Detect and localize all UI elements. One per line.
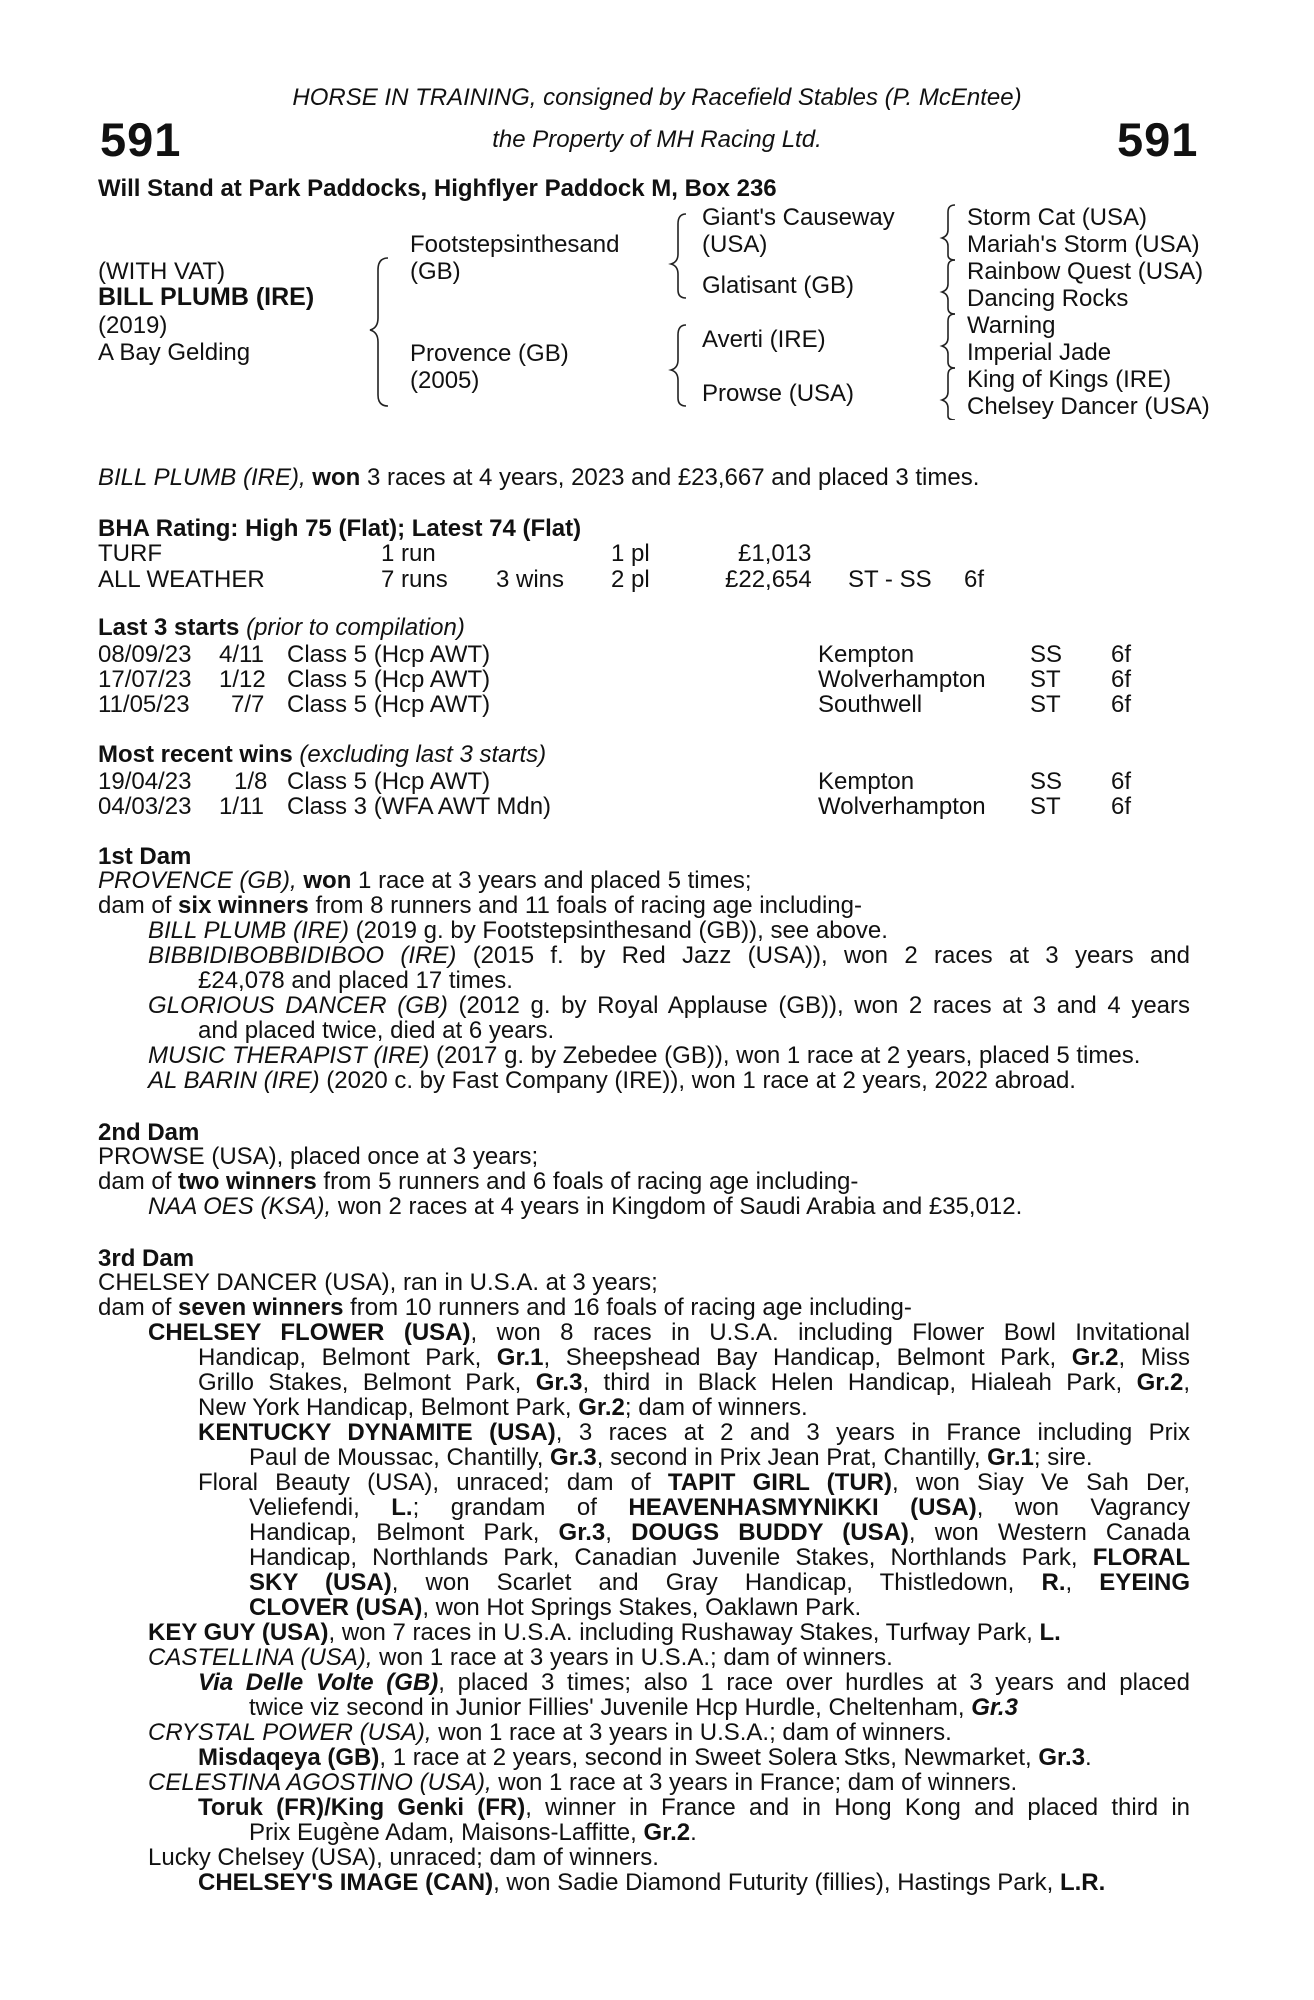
sire-sire-country: (USA) [702,231,768,258]
second-dam-line: PROWSE (USA), placed once at 3 years; [98,1143,539,1170]
text: won 1 race at 3 years in France; dam of winners. [498,1769,1018,1796]
progeny-detail-continued [249,1520,1190,1545]
start-race: Class 5 (Hcp AWT) [287,641,491,668]
progeny-name: TAPIT GIRL (TUR) [667,1469,892,1496]
text: , won Scarlet and Gray Handicap, Thistledown, [391,1569,1015,1596]
grade: Gr.3 [1038,1744,1086,1771]
first-dam-heading: 1st Dam [98,843,192,870]
produce-prefix: dam of [98,1168,172,1195]
consignor-line: HORSE IN TRAINING, consigned by Racefield Stables (P. McEntee) [292,84,1022,111]
progeny-name: SKY (USA) [249,1569,392,1596]
dam-year: (2005) [410,367,480,394]
produce-detail: from 8 runners and 11 foals of racing age including- [315,892,862,919]
progeny-entry [148,993,1190,1018]
text: won 1 race at 3 years in U.S.A.; dam of winners. [379,1644,893,1671]
progeny-detail: (2017 g. by Zebedee (GB)), won 1 race at 2 years, placed 5 times. [436,1042,1141,1069]
win-position: 1/8 [234,768,268,795]
grade: Gr.1 [496,1344,544,1371]
win-date: 19/04/23 [98,768,192,795]
stand-location: Will Stand at Park Paddocks, Highflyer Paddock M, Box 236 [98,175,777,202]
progeny-name: HEAVENHASMYNIKKI (USA) [628,1494,977,1521]
text: , [605,1519,612,1546]
grade: Gr.3 [535,1369,583,1396]
progeny-detail: won 2 races at 4 years in Kingdom of Saudi Arabia and £35,012. [337,1193,1023,1220]
sire-name: Footstepsinthesand [410,231,620,258]
progeny-name: GLORIOUS DANCER (GB) [148,992,448,1019]
progeny-detail-continued [249,1595,861,1620]
win-distance: 6f [1111,768,1132,795]
text: won 1 race at 3 years in U.S.A.; dam of winners. [438,1719,952,1746]
text: . [1085,1744,1092,1771]
last-starts-heading [98,615,465,640]
progeny-detail-continued [249,1820,697,1845]
grade: Gr.3 [558,1519,606,1546]
start-course: Wolverhampton [818,666,986,693]
summary-detail: 3 races at 4 years, 2023 and £23,667 and placed 3 times. [366,464,980,491]
win-race: Class 5 (Hcp AWT) [287,768,491,795]
second-dam-produce-line [98,1169,858,1194]
produce-prefix: dam of [98,1294,172,1321]
progeny-name: CHELSEY'S IMAGE (CAN) [198,1869,494,1896]
produce-detail: from 10 runners and 16 foals of racing age including- [350,1294,912,1321]
progeny-entry [148,943,1190,968]
start-going: ST [1030,666,1061,693]
great-granddam-3: Imperial Jade [967,339,1112,366]
text: . [690,1819,697,1846]
progeny-entry: Lucky Chelsey (USA), unraced; dam of winners. [148,1844,659,1871]
progeny-entry [198,1470,1190,1495]
progeny-entry [148,1194,1022,1219]
progeny-detail-continued [249,1495,1190,1520]
vat-note: (WITH VAT) [98,258,226,285]
progeny-detail-continued: £24,078 and placed 17 times. [198,967,513,994]
text: Handicap, Belmont Park, [249,1519,540,1546]
progeny-name: FLORAL [1092,1544,1190,1571]
text: Paul de Moussac, Chantilly, [249,1444,544,1471]
text: , won Siay Ve Sah Der, [892,1469,1191,1496]
produce-detail: from 5 runners and 6 foals of racing age including- [323,1168,859,1195]
dam-sire-name: Averti (IRE) [702,326,826,353]
text: , Miss [1118,1344,1191,1371]
win-going: SS [1030,768,1063,795]
summary-won: won [312,464,361,491]
progeny-detail-continued [198,1395,808,1420]
great-granddam-2: Dancing Rocks [967,285,1129,312]
start-position: 7/7 [231,691,265,718]
progeny-detail-continued: Grillo Stakes, Belmont Park, Gr.3, third in Black Helen Handicap, Hialeah Park, Gr.2, [198,1369,1191,1396]
text: twice viz second in Junior Fillies' Juvenile Hcp Hurdle, Cheltenham, [249,1694,965,1721]
prize-money: £1,013 [738,540,812,567]
start-course: Kempton [818,641,915,668]
start-date: 17/07/23 [98,666,192,693]
wins: 3 wins [496,566,565,593]
progeny-name: CLOVER (USA) [249,1594,423,1621]
text: ; sire. [1033,1444,1093,1471]
progeny-name: Via Delle Volte (GB) [198,1669,439,1696]
great-granddam-1: Mariah's Storm (USA) [967,231,1200,258]
grade: Gr.3 [550,1444,597,1471]
lot-number-right: 591 [1117,113,1199,166]
won-label: won [303,867,352,894]
progeny-name: Misdaqeya (GB) [198,1744,380,1771]
start-position: 4/11 [219,641,264,668]
grade: Gr.1 [987,1444,1034,1471]
progeny-entry [198,1795,1190,1820]
start-position: 1/12 [219,666,266,693]
progeny-detail: (2020 c. by Fast Company (IRE)), won 1 race at 2 years, 2022 abroad. [326,1067,1076,1094]
progeny-detail-continued [249,1695,1018,1720]
text: , placed 3 times; also 1 race over hurdles at 3 years and placed [438,1669,1190,1696]
last-starts-note: (prior to compilation) [246,614,465,641]
start-distance: 6f [1111,666,1132,693]
horse-name: BILL PLUMB (IRE) [98,283,315,311]
going: ST - SS [848,566,932,593]
grade: R. [1041,1569,1066,1596]
text: Grillo Stakes, Belmont Park, [198,1369,522,1396]
progeny-name: CASTELLINA (USA), [148,1644,373,1671]
last-starts-title: Last 3 starts [98,614,240,641]
horse-year: (2019) [98,312,168,339]
bha-rating: BHA Rating: High 75 (Flat); Latest 74 (Flat) [98,515,582,542]
progeny-name: DOUGS BUDDY (USA) [631,1519,909,1546]
progeny-entry [198,1420,1190,1445]
produce-prefix: dam of [98,892,172,919]
win-race: Class 3 (WFA AWT Mdn) [287,793,552,820]
win-course: Kempton [818,768,915,795]
dam-name: PROVENCE (GB), [98,867,297,894]
progeny-name: Toruk (FR)/King Genki (FR) [198,1794,526,1821]
recent-wins-note: (excluding last 3 starts) [299,741,547,768]
progeny-name: NAA OES (KSA), [148,1193,332,1220]
progeny-name: KENTUCKY DYNAMITE (USA) [198,1419,556,1446]
text: New York Handicap, Belmont Park, [198,1394,572,1421]
lot-number-left: 591 [100,113,182,166]
win-course: Wolverhampton [818,793,986,820]
progeny-entry [148,1770,1017,1795]
progeny-detail: (2019 g. by Footstepsinthesand (GB)), see above. [355,917,888,944]
progeny-detail: , won 8 races in U.S.A. including Flower Bowl Invitational [470,1319,1190,1346]
grade: Gr.2 [1071,1344,1119,1371]
dam-name: Provence (GB) [410,340,569,367]
text: Prix Eugène Adam, Maisons-Laffitte, [249,1819,637,1846]
third-dam-produce-line [98,1295,912,1320]
text: Floral Beauty (USA), unraced; dam of [198,1469,651,1496]
start-date: 11/05/23 [98,691,190,718]
win-going: ST [1030,793,1061,820]
progeny-name: KEY GUY (USA) [148,1619,329,1646]
distance: 6f [964,566,985,593]
progeny-entry [148,1645,893,1670]
sire-sire-name: Giant's Causeway [702,204,895,231]
progeny-detail-continued [249,1570,1190,1595]
third-dam-heading: 3rd Dam [98,1245,195,1272]
first-dam-line [98,868,752,893]
winners-count: seven winners [178,1294,344,1321]
progeny-name: EYEING [1099,1569,1190,1596]
surface: TURF [98,540,162,567]
text: , won Sadie Diamond Futurity (fillies), Hastings Park, [493,1869,1054,1896]
text: , Sheepshead Bay Handicap, Belmont Park, [543,1344,1057,1371]
runs: 1 run [381,540,436,567]
text: ; dam of winners. [624,1394,808,1421]
text: , second in Prix Jean Prat, Chantilly, [596,1444,981,1471]
start-race: Class 5 (Hcp AWT) [287,691,491,718]
progeny-name: CRYSTAL POWER (USA), [148,1719,432,1746]
progeny-name: MUSIC THERAPIST (IRE) [148,1042,430,1069]
property-line: the Property of MH Racing Ltd. [492,126,822,153]
progeny-entry [148,1320,1190,1345]
progeny-name: AL BARIN (IRE) [148,1067,320,1094]
third-dam-line: CHELSEY DANCER (USA), ran in U.S.A. at 3 years; [98,1269,658,1296]
win-position: 1/11 [219,793,264,820]
text: , won 7 races in U.S.A. including Rushaway Stakes, Turfway Park, [328,1619,1033,1646]
first-dam-produce-line [98,893,862,918]
text: , [1065,1569,1073,1596]
start-going: ST [1030,691,1061,718]
progeny-detail: , 3 races at 2 and 3 years in France including Prix [555,1419,1190,1446]
progeny-entry [148,1720,952,1745]
progeny-entry [148,918,888,943]
progeny-name: BILL PLUMB (IRE) [148,917,349,944]
text: Handicap, Belmont Park, [198,1344,482,1371]
grade: Gr.2 [643,1819,691,1846]
text: , won Vagrancy [976,1494,1190,1521]
progeny-detail-continued [198,1345,1190,1370]
second-dam-heading: 2nd Dam [98,1119,200,1146]
places: 2 pl [611,566,650,593]
start-going: SS [1030,641,1063,668]
race-summary [98,465,979,490]
progeny-entry [148,1043,1140,1068]
grade: L. [391,1494,413,1521]
great-grandsire-3: Warning [967,312,1056,339]
grade: Gr.3 [971,1694,1018,1721]
grade: Gr.2 [578,1394,625,1421]
grade: L. [1039,1619,1061,1646]
win-distance: 6f [1111,793,1132,820]
start-race: Class 5 (Hcp AWT) [287,666,491,693]
winners-count: six winners [178,892,309,919]
grade: Gr.2 [1136,1369,1184,1396]
great-granddam-4: Chelsey Dancer (USA) [967,393,1210,420]
progeny-detail: (2015 f. by Red Jazz (USA)), won 2 races at 3 years and [472,942,1190,969]
start-distance: 6f [1111,691,1132,718]
text: Veliefendi, [249,1494,360,1521]
summary-horse-name: BILL PLUMB (IRE), [98,464,306,491]
sire-dam-name: Glatisant (GB) [702,272,855,299]
recent-wins-heading [98,742,546,767]
progeny-entry [148,1620,1061,1645]
progeny-entry [198,1745,1092,1770]
win-date: 04/03/23 [98,793,192,820]
dam-record: 1 race at 3 years and placed 5 times; [358,867,752,894]
start-distance: 6f [1111,641,1132,668]
progeny-name: CELESTINA AGOSTINO (USA), [148,1769,492,1796]
great-grandsire-2: Rainbow Quest (USA) [967,258,1204,285]
progeny-entry [148,1068,1076,1093]
progeny-name: BIBBIDIBOBBIDIBOO (IRE) [148,942,457,969]
progeny-entry [198,1870,1105,1895]
progeny-entry [198,1670,1190,1695]
great-grandsire-1: Storm Cat (USA) [967,204,1148,231]
progeny-detail: (2012 g. by Royal Applause (GB)), won 2 races at 3 and 4 years [458,992,1191,1019]
text: , won Western Canada [908,1519,1190,1546]
sire-country: (GB) [410,258,461,285]
progeny-detail-continued: and placed twice, died at 6 years. [198,1017,555,1044]
dam-dam-name: Prowse (USA) [702,380,855,407]
surface: ALL WEATHER [98,566,265,593]
winners-count: two winners [178,1168,317,1195]
prize-money: £22,654 [725,566,812,593]
progeny-detail-continued [249,1445,1093,1470]
text: , 1 race at 2 years, second in Sweet Solera Stks, Newmarket, [379,1744,1032,1771]
runs: 7 runs [381,566,448,593]
text: Handicap, Northlands Park, Canadian Juvenile Stakes, Northlands Park, [249,1544,1078,1571]
text: , third in Black Helen Handicap, Hialeah Park, [582,1369,1123,1396]
progeny-name: CHELSEY FLOWER (USA) [148,1319,471,1346]
text: , won Hot Springs Stakes, Oaklawn Park. [422,1594,862,1621]
grade: L.R. [1059,1869,1106,1896]
text: ; grandam of [412,1494,597,1521]
recent-wins-title: Most recent wins [98,741,293,768]
horse-description: A Bay Gelding [98,339,251,366]
great-grandsire-4: King of Kings (IRE) [967,366,1172,393]
text: , winner in France and in Hong Kong and placed third in [525,1794,1190,1821]
places: 1 pl [611,540,650,567]
progeny-detail-continued [249,1545,1190,1570]
start-course: Southwell [818,691,923,718]
start-date: 08/09/23 [98,641,192,668]
